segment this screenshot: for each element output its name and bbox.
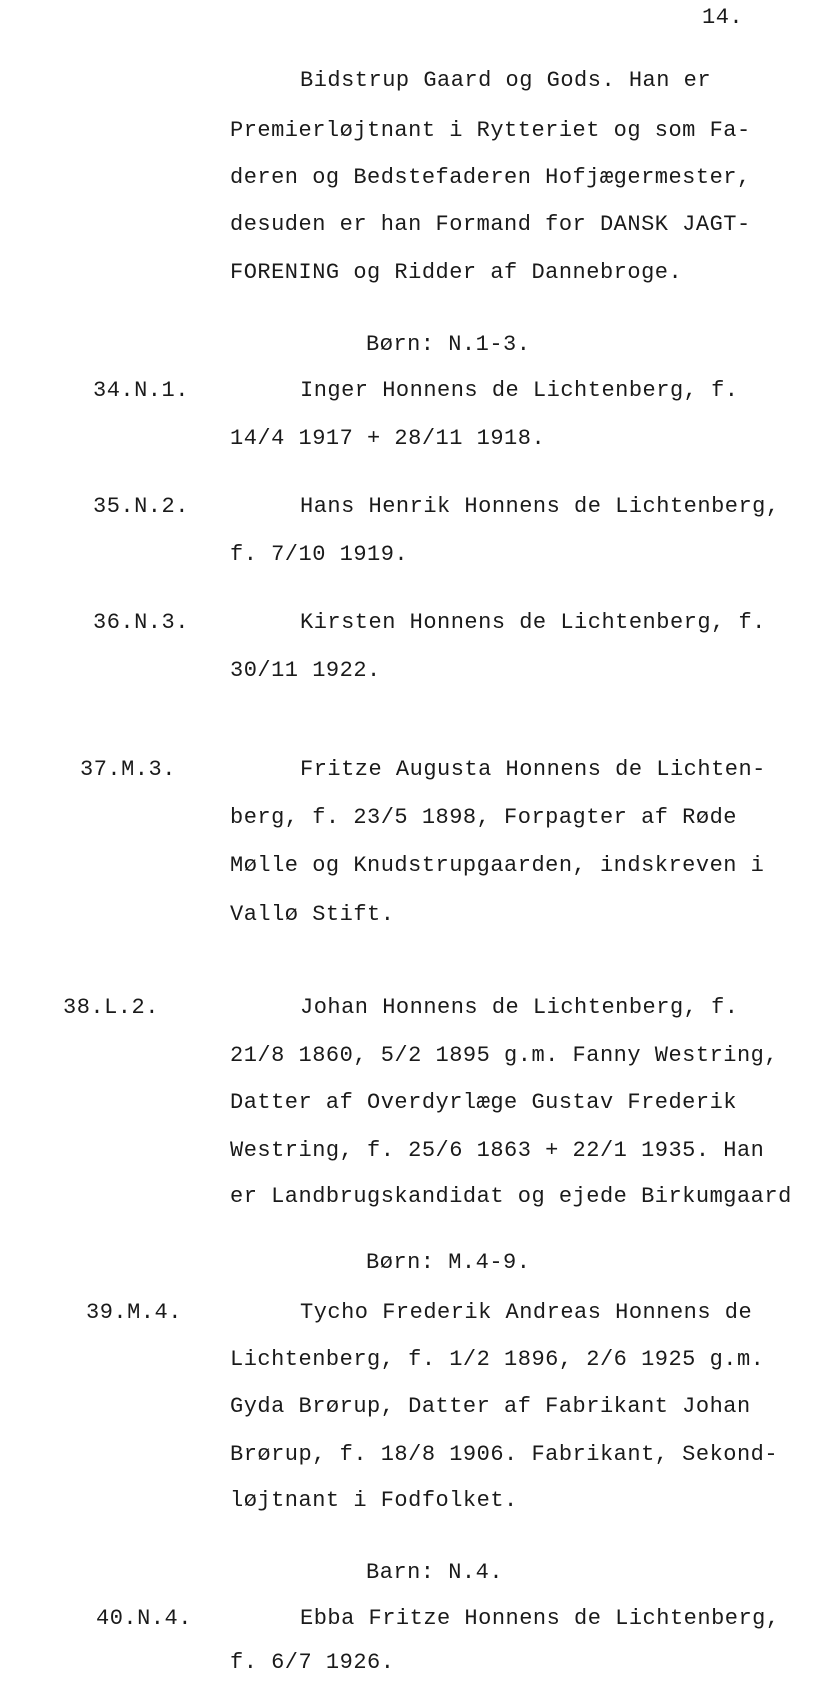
entry-line: Mølle og Knudstrupgaarden, indskreven i	[230, 853, 765, 878]
entry-number: 36.N.3.	[93, 610, 189, 635]
intro-line: Bidstrup Gaard og Gods. Han er	[300, 68, 712, 93]
entry-number: 38.L.2.	[63, 995, 159, 1020]
entry-line: 14/4 1917 + 28/11 1918.	[230, 426, 546, 451]
entry-number: 40.N.4.	[96, 1606, 192, 1631]
entry-line: f. 6/7 1926.	[230, 1650, 395, 1675]
entry-line: Brørup, f. 18/8 1906. Fabrikant, Sekond-	[230, 1442, 779, 1467]
entry-line: er Landbrugskandidat og ejede Birkumgaard	[230, 1184, 792, 1209]
entry-line: 30/11 1922.	[230, 658, 381, 683]
entry-number: 35.N.2.	[93, 494, 189, 519]
entry-line: Datter af Overdyrlæge Gustav Frederik	[230, 1090, 737, 1115]
intro-line: desuden er han Formand for DANSK JAGT-	[230, 212, 751, 237]
entry-line: løjtnant i Fodfolket.	[230, 1488, 518, 1513]
section-heading: Børn: M.4-9.	[366, 1250, 531, 1275]
entry-line: Vallø Stift.	[230, 902, 395, 927]
entry-number: 39.M.4.	[86, 1300, 182, 1325]
entry-line: Fritze Augusta Honnens de Lichten-	[300, 757, 766, 782]
entry-number: 34.N.1.	[93, 378, 189, 403]
intro-line: Premierløjtnant i Rytteriet og som Fa-	[230, 118, 751, 143]
entry-number: 37.M.3.	[80, 757, 176, 782]
entry-line: Hans Henrik Honnens de Lichtenberg,	[300, 494, 780, 519]
entry-line: Kirsten Honnens de Lichtenberg, f.	[300, 610, 766, 635]
entry-line: Ebba Fritze Honnens de Lichtenberg,	[300, 1606, 780, 1631]
page-number: 14.	[702, 5, 744, 30]
entry-line: Tycho Frederik Andreas Honnens de	[300, 1300, 753, 1325]
section-heading: Børn: N.1-3.	[366, 332, 531, 357]
entry-line: Inger Honnens de Lichtenberg, f.	[300, 378, 739, 403]
intro-line: deren og Bedstefaderen Hofjægermester,	[230, 165, 751, 190]
intro-line: FORENING og Ridder af Dannebroge.	[230, 260, 683, 285]
entry-line: 21/8 1860, 5/2 1895 g.m. Fanny Westring,	[230, 1043, 779, 1068]
entry-line: f. 7/10 1919.	[230, 542, 409, 567]
entry-line: Gyda Brørup, Datter af Fabrikant Johan	[230, 1394, 751, 1419]
section-heading: Barn: N.4.	[366, 1560, 504, 1585]
entry-line: Lichtenberg, f. 1/2 1896, 2/6 1925 g.m.	[230, 1347, 765, 1372]
entry-line: Westring, f. 25/6 1863 + 22/1 1935. Han	[230, 1138, 765, 1163]
entry-line: berg, f. 23/5 1898, Forpagter af Røde	[230, 805, 737, 830]
entry-line: Johan Honnens de Lichtenberg, f.	[300, 995, 739, 1020]
